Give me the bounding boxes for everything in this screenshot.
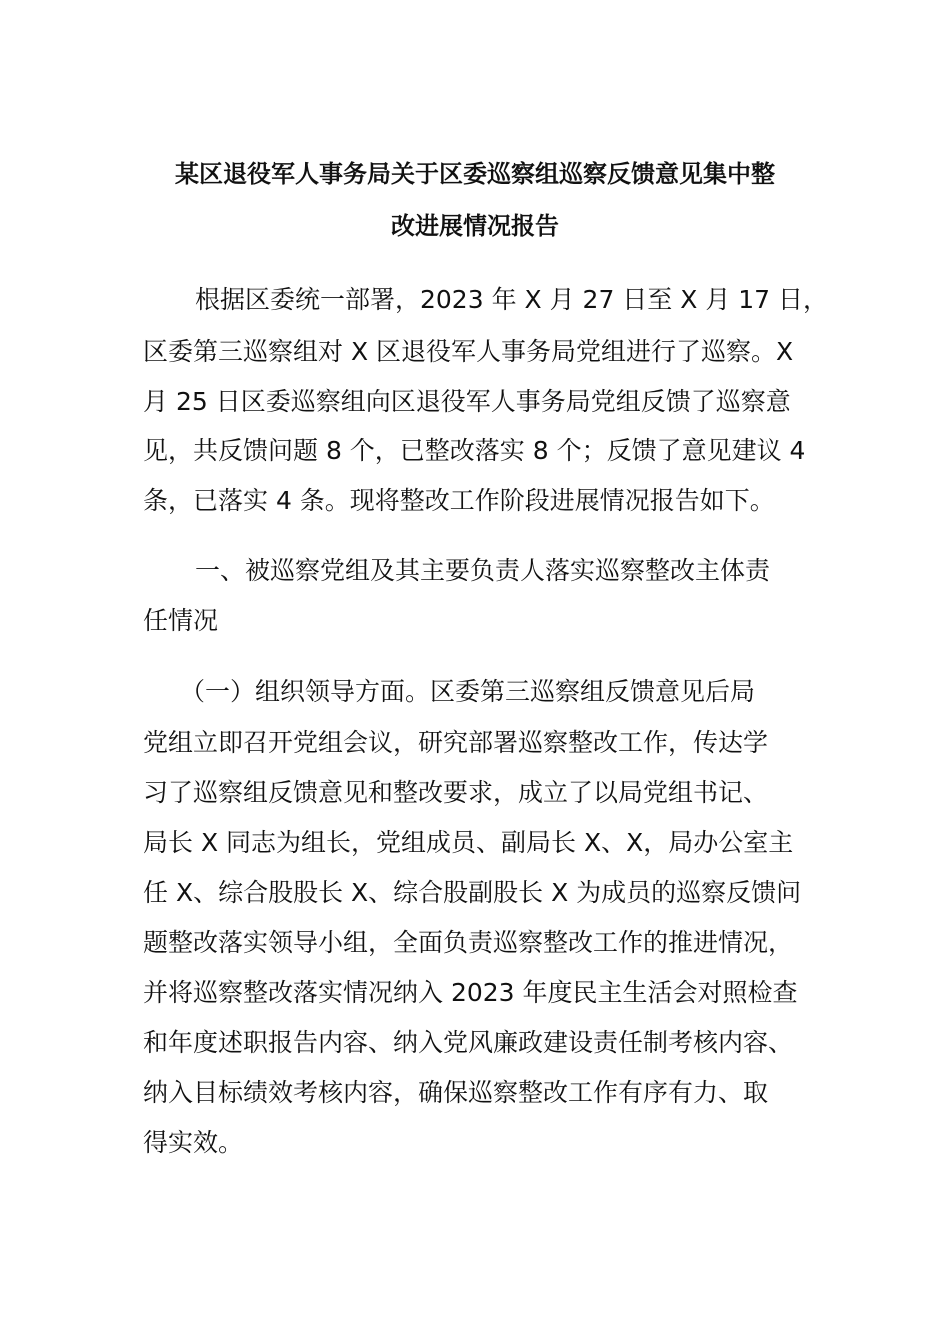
section-heading-line: 一、被巡察党组及其主要负责人落实巡察整改主体责: [195, 556, 771, 585]
paragraph-line: 任 X、综合股股长 X、综合股副股长 X 为成员的巡察反馈问: [143, 878, 802, 907]
document-title-line-1: 某区退役军人事务局关于区委巡察组巡察反馈意见集中整: [175, 160, 775, 188]
paragraph-line: 党组立即召开党组会议，研究部署巡察整改工作，传达学: [143, 728, 769, 757]
paragraph-line: （一）组织领导方面。区委第三巡察组反馈意见后局: [180, 677, 756, 706]
paragraph-line: 根据区委统一部署，2023 年 X 月 27 日至 X 月 17 日，: [195, 285, 829, 314]
section-heading-line: 任情况: [143, 606, 219, 635]
paragraph-line: 纳入目标绩效考核内容，确保巡察整改工作有序有力、取: [143, 1078, 769, 1107]
paragraph-line: 条，已落实 4 条。现将整改工作阶段进展情况报告如下。: [143, 486, 775, 515]
paragraph-line: 月 25 日区委巡察组向区退役军人事务局党组反馈了巡察意: [143, 387, 791, 416]
paragraph-line: 见，共反馈问题 8 个，已整改落实 8 个；反馈了意见建议 4: [143, 436, 806, 465]
paragraph-line: 和年度述职报告内容、纳入党风廉政建设责任制考核内容、: [143, 1028, 794, 1057]
paragraph-line: 题整改落实领导小组，全面负责巡察整改工作的推进情况，: [143, 928, 794, 957]
document-title-line-2: 改进展情况报告: [391, 212, 559, 240]
paragraph-line: 习了巡察组反馈意见和整改要求，成立了以局党组书记、: [143, 778, 769, 807]
paragraph-line: 并将巡察整改落实情况纳入 2023 年度民主生活会对照检查: [143, 978, 798, 1007]
paragraph-line: 得实效。: [143, 1128, 244, 1157]
paragraph-line: 区委第三巡察组对 X 区退役军人事务局党组进行了巡察。X: [143, 337, 794, 366]
paragraph-line: 局长 X 同志为组长，党组成员、副局长 X、X，局办公室主: [143, 828, 794, 857]
